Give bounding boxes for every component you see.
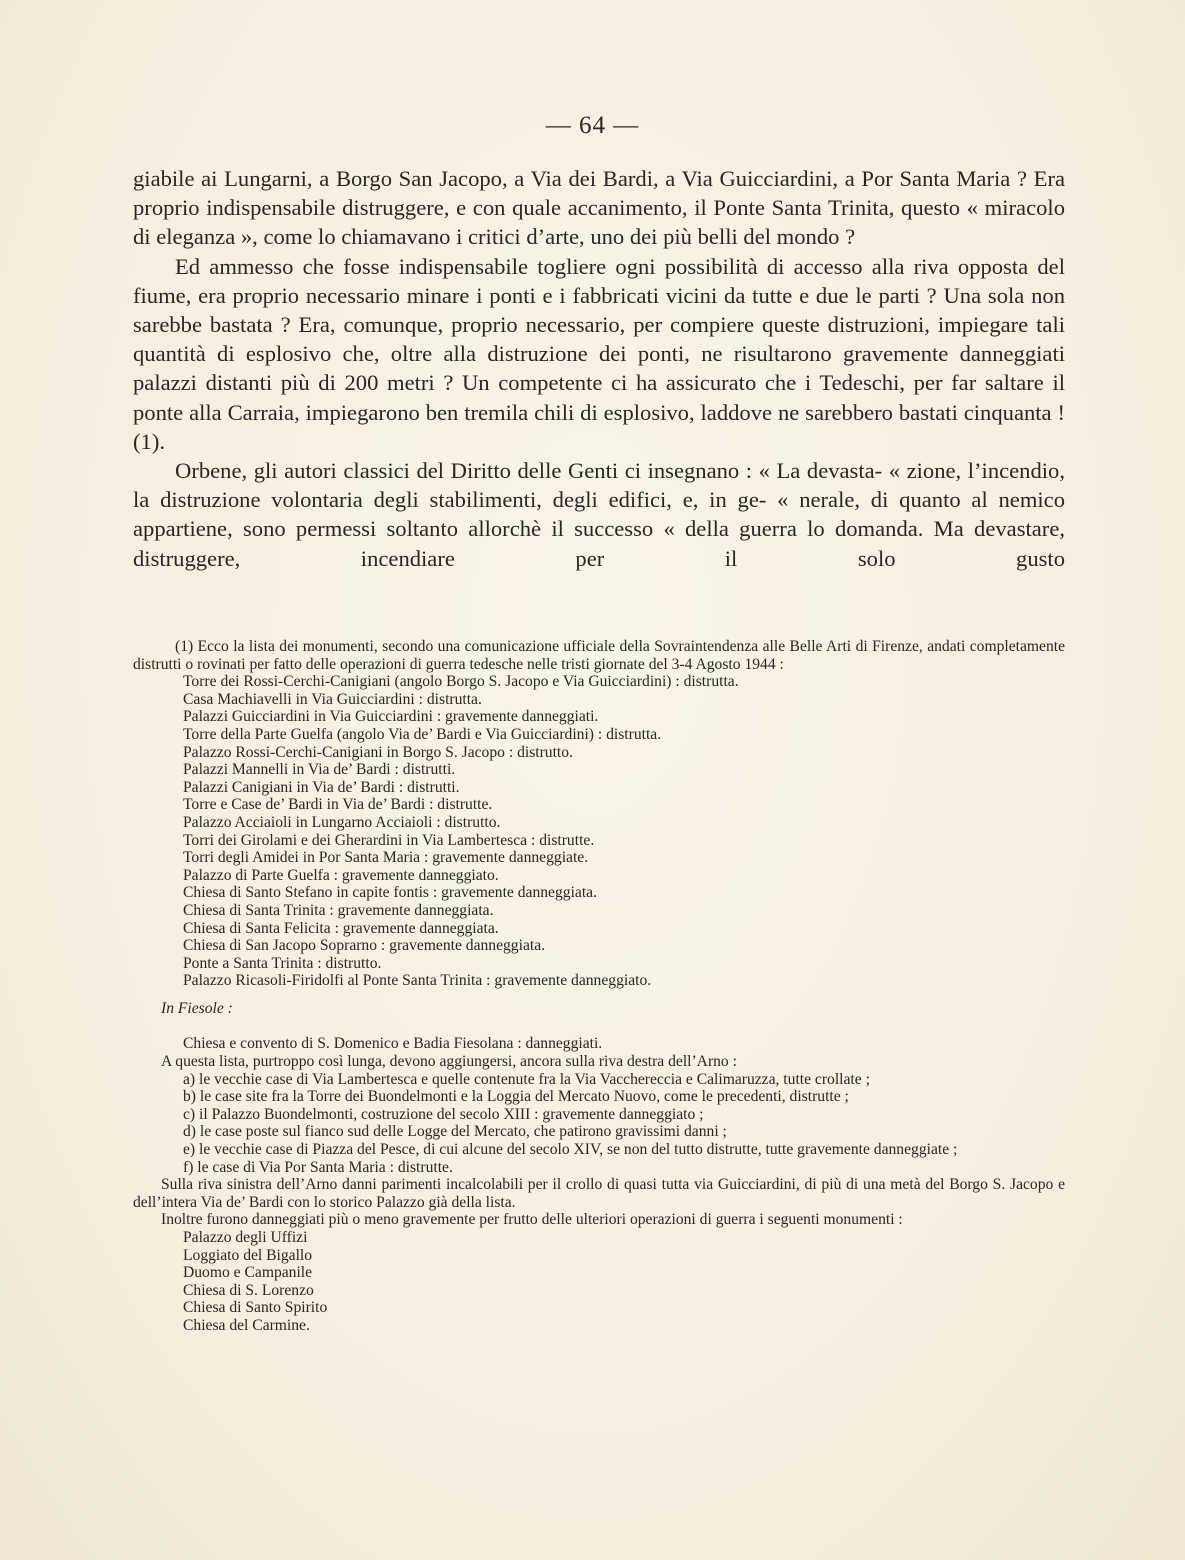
list-item: Ponte a Santa Trinita : distrutto. (183, 954, 382, 972)
addition-item: d) le case poste sul fianco sud delle Logge del Mercato, che patirono gravissimi danni ; (183, 1123, 727, 1141)
body-paragraph: giabile ai Lungarni, a Borgo San Jacopo, a Via dei Bardi, a Via Guicciardini, a Por Santa Maria ? Era proprio indispensabile distruggere, e con quale accanimento, il Ponte Santa Trinita, questo « miracolo di eleganza », come lo chiamavano i critici d’arte, uno dei più belli del mondo ? (133, 166, 1065, 250)
addition-intro: A questa lista, purtroppo così lunga, devono aggiungersi, ancora sulla riva destra dell’Arno : (161, 1053, 737, 1071)
list-item: Torri dei Girolami e dei Gherardini in Via Lambertesca : distrutte. (183, 831, 595, 849)
fiesole-heading: In Fiesole : (161, 999, 233, 1017)
list-item: Palazzi Mannelli in Via de’ Bardi : distrutti. (183, 761, 456, 779)
main-text (133, 164, 1065, 573)
body-paragraph: Orbene, gli autori classici del Diritto delle Genti ci insegnano : « La devasta- « zione, l’incendio, la distruzione volontaria degli stabilimenti, degli edifici, e, in ge- « nerale, di quanto al nemico appartiene, sono permessi soltanto allorchè il successo « della guerra lo domanda. Ma devastare, distruggere, incendiare per il solo gusto (133, 458, 1065, 571)
left-bank-paragraph: Sulla riva sinistra dell’Arno danni parimenti incalcolabili per il crollo di quasi tutta via Guicciardini, di più di una metà del Borgo S. Jacopo e dell’intera Via de’ Bardi con lo storico Palazzo già della lista. (133, 1176, 1065, 1211)
florence-monument-list (133, 673, 1065, 990)
addition-item: e) le vecchie case di Piazza del Pesce, di cui alcune del secolo XIV, se non del tutto distrutte, tutte gravemente danneggiate ; (183, 1141, 958, 1159)
body-paragraph: Ed ammesso che fosse indispensabile togliere ogni possibilità di accesso alla riva opposta del fiume, era proprio necessario minare i ponti e i fabbricati vicini da tutte e due le parti ? Una sola non sarebbe bastata ? Era, comunque, proprio necessario, per compiere queste distruzioni, impiegare tali quantità di esplosivo che, oltre alla distruzione dei ponti, ne risultarono gravemente danneggiati palazzi distanti più di 200 metri ? Un competente ci ha assicurato che i Tedeschi, per far saltare il ponte alla Carraia, impiegarono ben tremila chili di esplosivo, laddove ne sarebbero bastati cinquanta ! (1). (133, 253, 1065, 454)
list-item: Torre della Parte Guelfa (angolo Via de’ Bardi e Via Guicciardini) : distrutta. (183, 725, 662, 743)
list-item: Palazzo di Parte Guelfa : gravemente danneggiato. (183, 866, 499, 884)
list-item: Chiesa di S. Lorenzo (183, 1281, 314, 1299)
list-item: Chiesa del Carmine. (183, 1316, 310, 1334)
list-item: Palazzo Ricasoli-Firidolfi al Ponte Santa Trinita : gravemente danneggiato. (183, 972, 652, 990)
fiesole-item: Chiesa e convento di S. Domenico e Badia Fiesolana : danneggiati. (183, 1035, 603, 1053)
list-item: Palazzo degli Uffizi (183, 1229, 308, 1246)
list-item: Duomo e Campanile (183, 1264, 313, 1282)
list-item: Torri degli Amidei in Por Santa Maria : gravemente danneggiate. (183, 849, 589, 867)
list-item: Chiesa di San Jacopo Soprarno : gravemente danneggiata. (183, 937, 546, 955)
list-item: Torre dei Rossi-Cerchi-Canigiani (angolo Borgo S. Jacopo e Via Guicciardini) : distrutta. (183, 673, 739, 691)
footnote-intro: (1) Ecco la lista dei monumenti, secondo una comunicazione ufficiale della Sovraintendenza alle Belle Arti di Firenze, andati completamente distrutti o rovinati per fatto delle operazioni di guerra tedesche nelle tristi giornate del 3-4 Agosto 1944 : (133, 638, 1065, 673)
list-item: Chiesa di Santa Felicita : gravemente danneggiata. (183, 919, 499, 937)
list-item: Chiesa di Santo Stefano in capite fontis : gravemente danneggiata. (183, 884, 597, 902)
list-item: Chiesa di Santo Spirito (183, 1299, 328, 1317)
addition-item: a) le vecchie case di Via Lambertesca e quelle contenute fra la Via Vacchereccia e Calimaruzza, tutte crollate ; (183, 1070, 870, 1088)
list-item: Palazzo Acciaioli in Lungarno Acciaioli : distrutto. (183, 813, 501, 831)
footnote-section (133, 638, 1065, 1335)
list-item: Palazzi Canigiani in Via de’ Bardi : distrutti. (183, 778, 460, 796)
list-item: Palazzi Guicciardini in Via Guicciardini : gravemente danneggiati. (183, 708, 599, 726)
list-item: Torre e Case de’ Bardi in Via de’ Bardi : distrutte. (183, 796, 493, 814)
page-number: — 64 — (545, 112, 640, 139)
addition-item: c) il Palazzo Buondelmonti, costruzione del secolo XIII : gravemente danneggiato ; (183, 1105, 704, 1123)
list-item: Chiesa di Santa Trinita : gravemente danneggiata. (183, 901, 494, 919)
list-item: Casa Machiavelli in Via Guicciardini : distrutta. (183, 690, 482, 708)
addition-item: b) le case site fra la Torre dei Buondelmonti e la Loggia del Mercato Nuovo, come le precedenti, distrutte ; (183, 1088, 849, 1106)
list-item: Palazzo Rossi-Cerchi-Canigiani in Borgo S. Jacopo : distrutto. (183, 743, 573, 761)
further-intro: Inoltre furono danneggiati più o meno gravemente per frutto delle ulteriori operazioni di guerra i seguenti monumenti : (161, 1211, 903, 1229)
further-monument-list (133, 1229, 1065, 1335)
addition-item: f) le case di Via Por Santa Maria : distrutte. (183, 1158, 453, 1176)
list-item: Loggiato del Bigallo (183, 1246, 313, 1264)
